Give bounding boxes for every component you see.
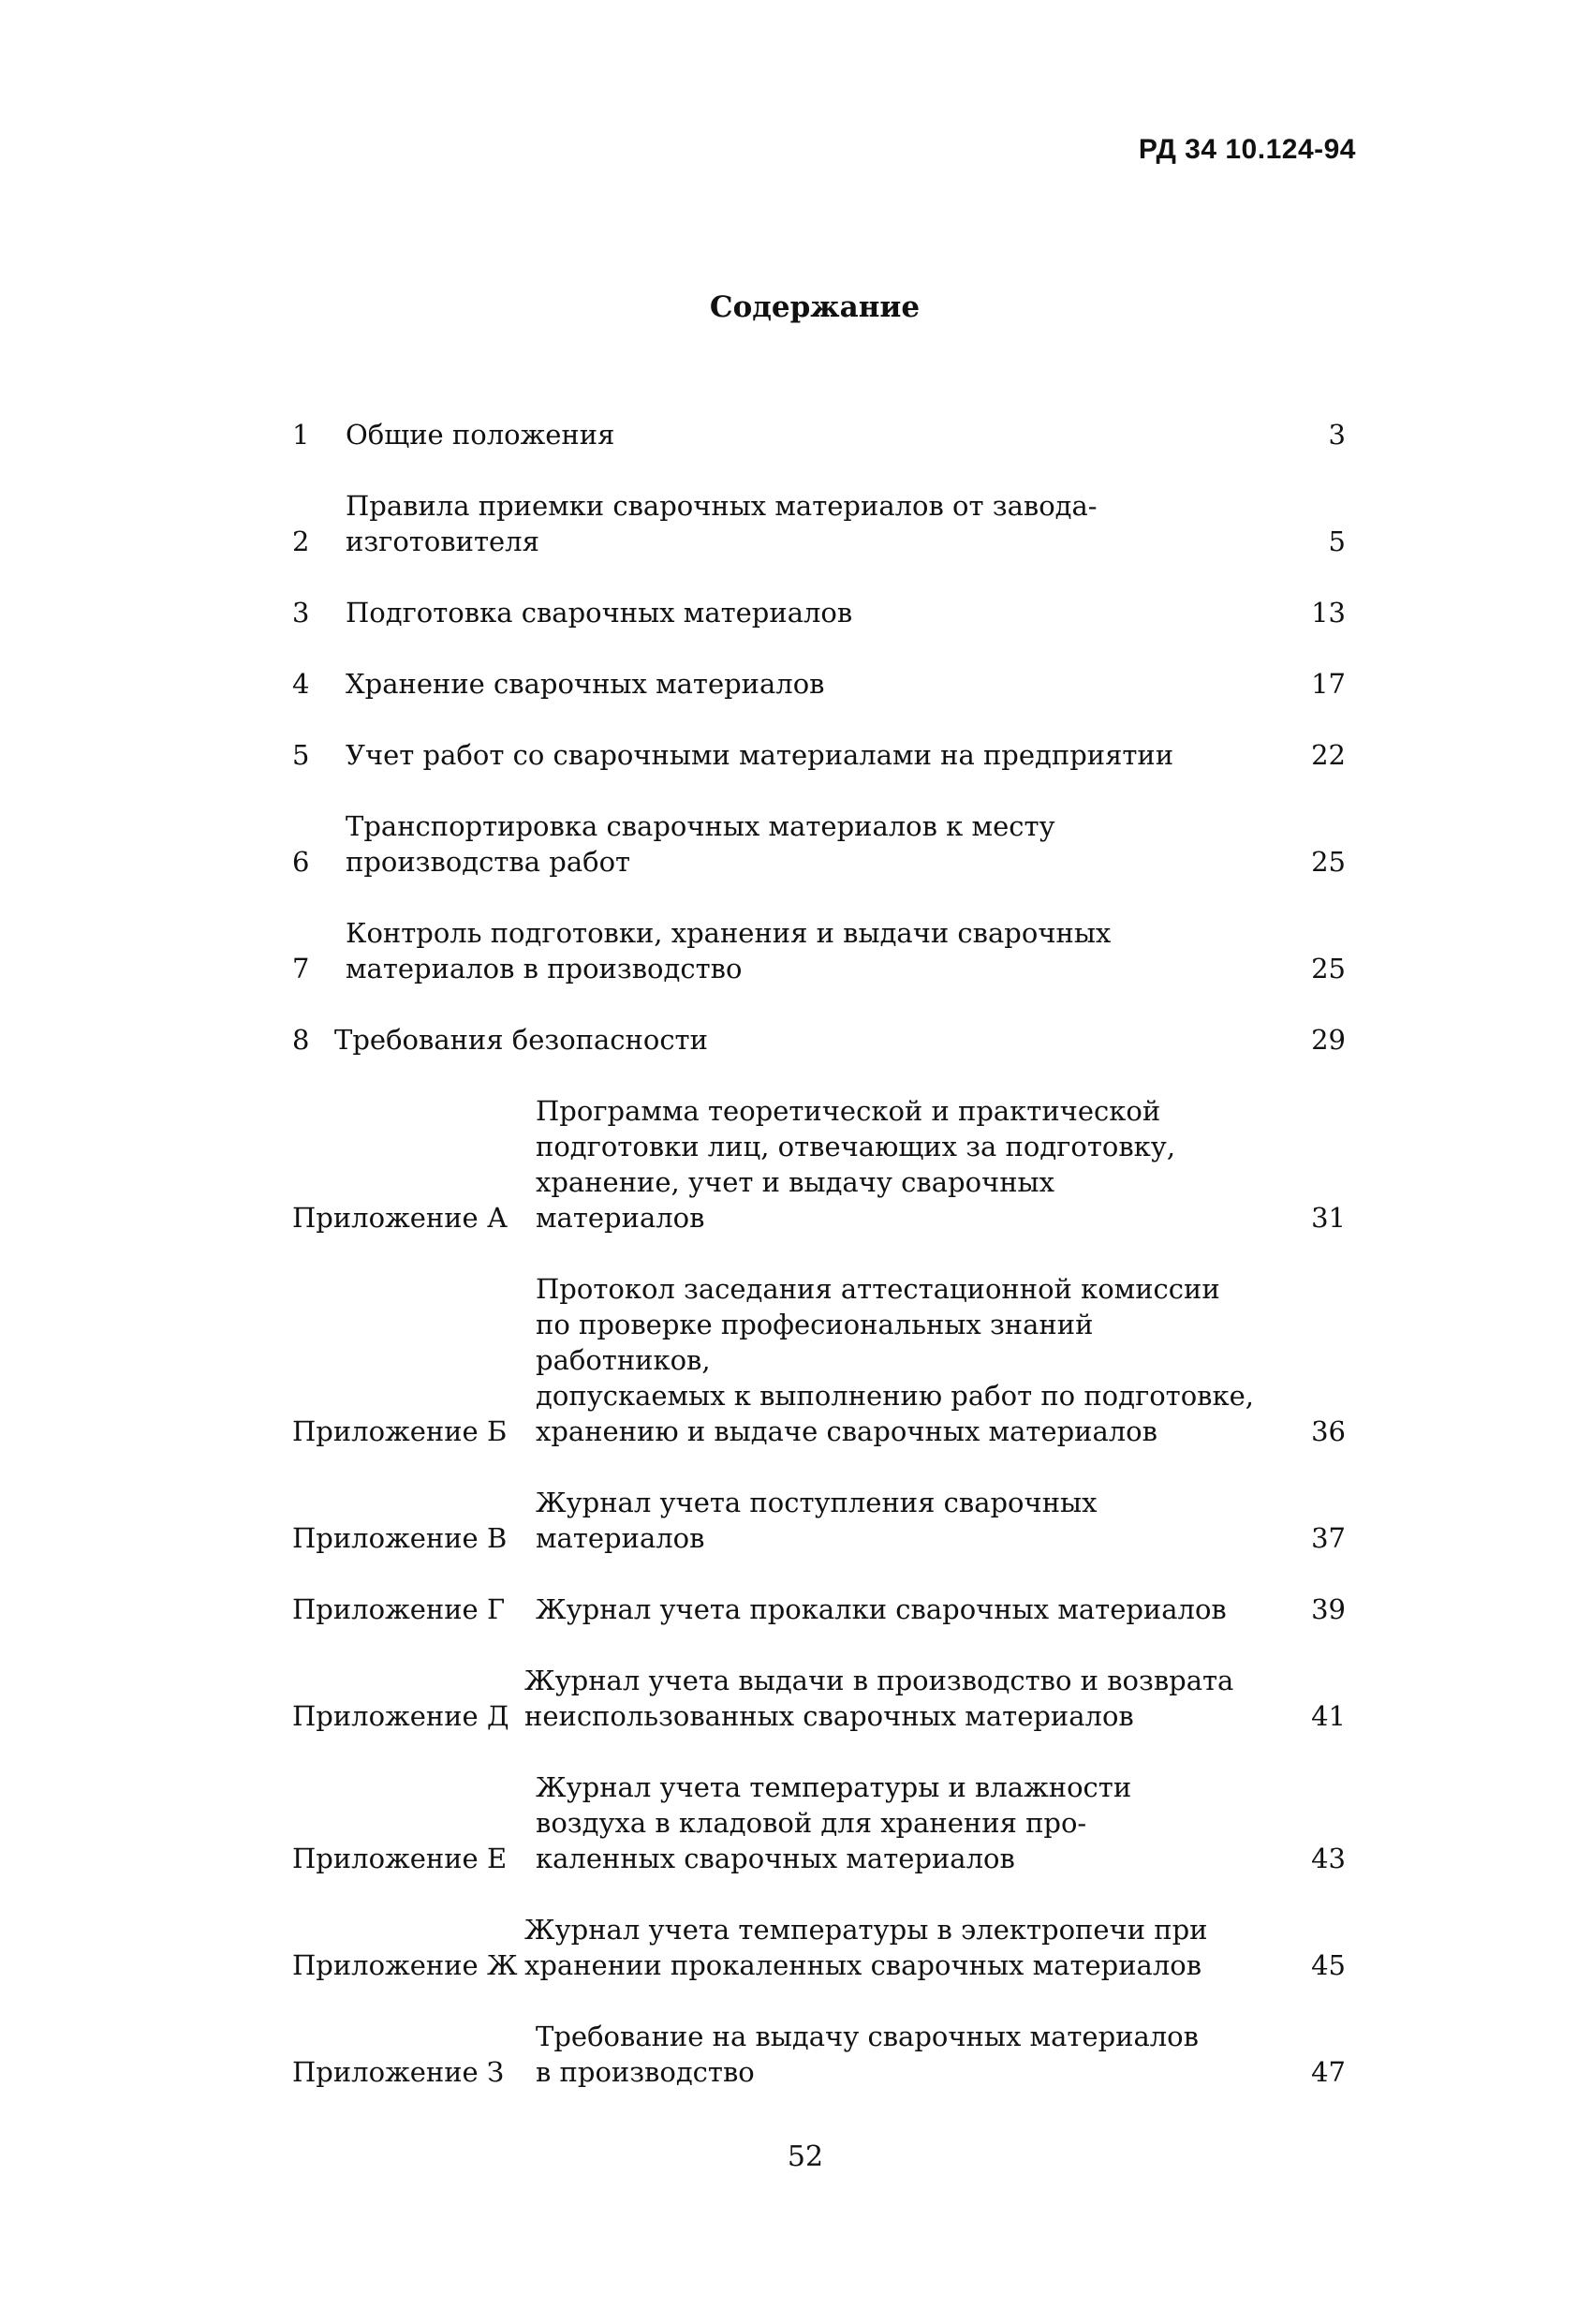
section-title: Контроль подготовки, хранения и выдачи сварочных материалов в производство xyxy=(346,917,1112,984)
page-number: 43 xyxy=(1311,1843,1346,1874)
toc-section-5 xyxy=(292,737,1346,773)
appendix-label: Приложение Е xyxy=(292,1843,508,1874)
toc-section-7 xyxy=(292,915,1346,986)
page-number: 45 xyxy=(1311,1949,1346,1981)
appendix-label: Приложение Ж xyxy=(292,1949,518,1981)
page-number: 39 xyxy=(1311,1593,1346,1625)
appendix-title: Журнал учета поступления сварочных материалов xyxy=(536,1487,1098,1554)
page-number: 47 xyxy=(1311,2056,1346,2088)
appendix-title: Журнал учета температуры и влажности воздуха в кладовой для хранения про- каленных сварочных материалов xyxy=(536,1771,1132,1874)
page-number: 25 xyxy=(1311,846,1346,878)
toc-section-8 xyxy=(292,1022,1346,1058)
appendix-label: Приложение А xyxy=(292,1202,508,1234)
page-title: Содержание xyxy=(709,290,921,324)
page-number: 41 xyxy=(1311,1700,1346,1732)
toc-appendix-d xyxy=(292,1663,1346,1734)
appendix-title: Протокол заседания аттестационной комиссии по проверке професиональных знаний работников, допускаемых к выполнению работ по подготовке, хранению и выдаче сварочных материалов xyxy=(536,1273,1254,1447)
page-number: 13 xyxy=(1311,597,1346,629)
page-number: 3 xyxy=(1328,419,1346,451)
toc-appendix-e xyxy=(292,1769,1346,1876)
page-number: 5 xyxy=(1328,525,1346,557)
appendix-title: Журнал учета температуры в электропечи при хранении прокаленных сварочных материалов xyxy=(524,1914,1208,1981)
section-number: 7 xyxy=(292,953,310,984)
page-number: 31 xyxy=(1311,1202,1346,1234)
toc-section-2 xyxy=(292,488,1346,559)
section-title: Правила приемки сварочных материалов от завода- изготовителя xyxy=(346,490,1098,557)
appendix-title: Требование на выдачу сварочных материалов в производство xyxy=(536,2021,1199,2088)
page-number: 37 xyxy=(1311,1522,1346,1554)
section-number: 8 xyxy=(292,1024,310,1056)
appendix-label: Приложение Б xyxy=(292,1415,508,1447)
appendix-title: Журнал учета выдачи в производство и возврата неиспользованных сварочных материалов xyxy=(524,1665,1234,1732)
appendix-label: Приложение В xyxy=(292,1522,508,1554)
appendix-title: Журнал учета прокалки сварочных материалов xyxy=(536,1593,1227,1625)
section-number: 6 xyxy=(292,846,310,878)
toc-section-3 xyxy=(292,595,1346,630)
section-number: 2 xyxy=(292,525,310,557)
toc-appendix-v xyxy=(292,1485,1346,1556)
appendix-label: Приложение Д xyxy=(292,1700,509,1732)
section-title: Учет работ со сварочными материалами на предприятии xyxy=(346,739,1174,771)
toc-section-6 xyxy=(292,808,1346,880)
appendix-label: Приложение З xyxy=(292,2056,505,2088)
section-title: Требования безопасности xyxy=(334,1024,708,1056)
toc-appendix-a xyxy=(292,1093,1346,1236)
section-title: Транспортировка сварочных материалов к месту производства работ xyxy=(346,810,1055,878)
section-number: 1 xyxy=(292,419,310,451)
page-number: 25 xyxy=(1311,953,1346,984)
doc-code: РД 34 10.124-94 xyxy=(1138,134,1356,165)
toc-appendix-z xyxy=(292,2019,1346,2090)
page-number: 36 xyxy=(1311,1415,1346,1447)
section-title: Подготовка сварочных материалов xyxy=(346,597,853,629)
section-number: 5 xyxy=(292,739,310,771)
appendix-title: Программа теоретической и практической подготовки лиц, отвечающих за подготовку, хранение, учет и выдачу сварочных материалов xyxy=(536,1095,1176,1234)
toc-appendix-b xyxy=(292,1271,1346,1449)
section-title: Хранение сварочных материалов xyxy=(346,668,825,700)
section-title: Общие положения xyxy=(346,419,615,451)
footer-page-number: 52 xyxy=(787,2140,824,2173)
appendix-label: Приложение Г xyxy=(292,1593,506,1625)
toc-section-4 xyxy=(292,666,1346,702)
section-number: 3 xyxy=(292,597,310,629)
toc-section-1 xyxy=(292,417,1346,452)
page-number: 17 xyxy=(1311,668,1346,700)
section-number: 4 xyxy=(292,668,310,700)
page-number: 22 xyxy=(1311,739,1346,771)
toc-appendix-g xyxy=(292,1591,1346,1627)
toc-appendix-zh xyxy=(292,1912,1346,1983)
table-of-contents xyxy=(292,417,1346,2125)
page-number: 29 xyxy=(1311,1024,1346,1056)
